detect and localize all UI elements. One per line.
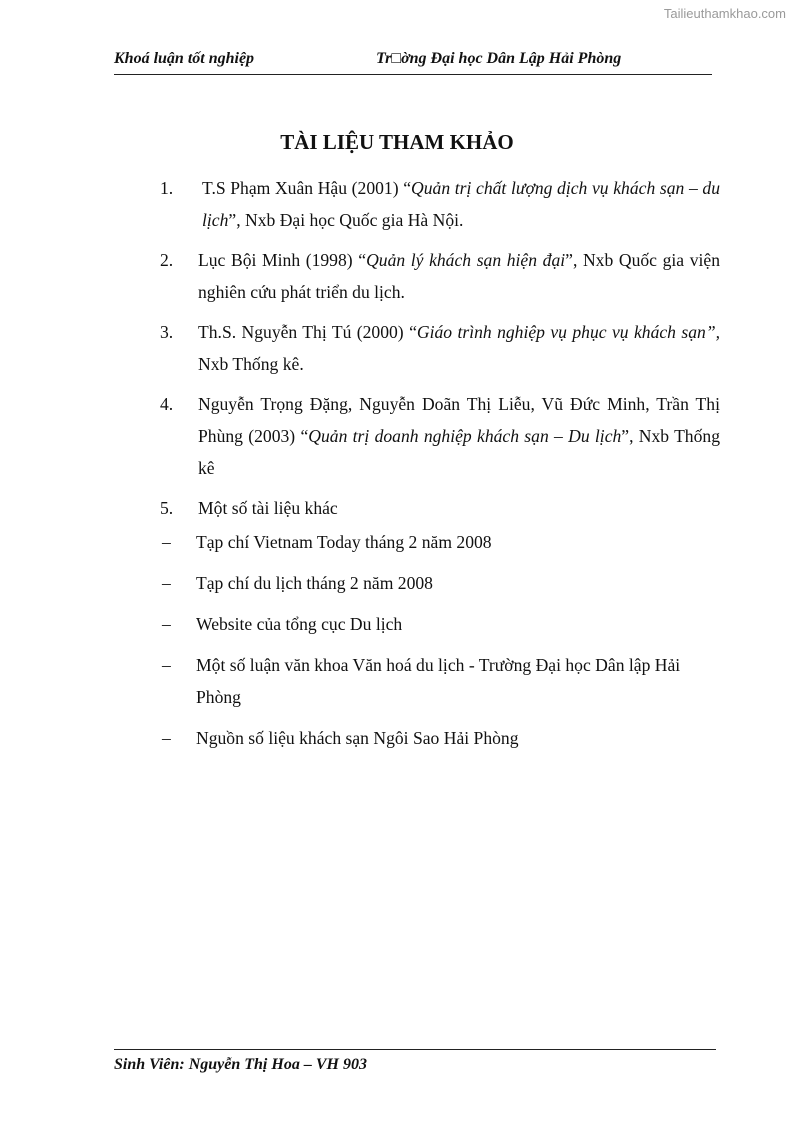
bullet-dash: – — [162, 573, 171, 593]
other-source-text: Website của tổng cục Du lịch — [196, 614, 403, 634]
reference-text: Một số tài liệu khác — [198, 498, 338, 518]
other-sources-list — [122, 526, 682, 763]
reference-item — [160, 388, 720, 484]
reference-title: Quản trị chất lượng dịch vụ khách sạn – du lịch — [202, 178, 720, 230]
other-source-text: Nguồn số liệu khách sạn Ngôi Sao Hải Phòng — [196, 728, 519, 748]
watermark: Tailieuthamkhao.com — [663, 6, 786, 21]
other-source-text: Một số luận văn khoa Văn hoá du lịch - Trường Đại học Dân lập Hải Phòng — [196, 655, 681, 707]
reference-list — [160, 172, 720, 771]
bullet-dash: – — [162, 532, 171, 552]
reference-number: 4. — [160, 394, 174, 414]
reference-item — [160, 244, 720, 308]
reference-text — [198, 244, 720, 308]
other-source-item — [122, 526, 682, 558]
reference-item — [160, 492, 720, 763]
page-header — [114, 50, 712, 75]
page-title: TÀI LIỆU THAM KHẢO — [280, 130, 514, 154]
reference-number: 5. — [160, 498, 174, 518]
other-source-text: Tạp chí Vietnam Today tháng 2 năm 2008 — [196, 532, 492, 552]
reference-text — [198, 172, 720, 236]
reference-title: Quản trị doanh nghiệp khách sạn – Du lịch — [308, 426, 622, 446]
bullet-dash: – — [162, 655, 171, 675]
reference-publisher: ”, Nxb Thống kê — [198, 426, 720, 478]
reference-publisher: ”, Nxb Đại học Quốc gia Hà Nội. — [228, 210, 464, 230]
reference-item — [160, 172, 720, 236]
header-left-text: Khoá luận tốt nghiệp — [114, 50, 255, 67]
other-source-item — [122, 722, 682, 754]
reference-item — [160, 316, 720, 380]
reference-publisher: Nxb Thống kê. — [198, 354, 304, 374]
reference-number: 1. — [160, 178, 174, 198]
page-footer — [114, 1049, 716, 1074]
header-right-text: Tr□ờng Đại học Dân Lập Hải Phòng — [376, 50, 622, 67]
reference-number: 3. — [160, 322, 174, 342]
other-source-item — [122, 649, 682, 713]
reference-author: Th.S. Nguyễn Thị Tú (2000) “ — [198, 322, 417, 342]
other-source-text: Tạp chí du lịch tháng 2 năm 2008 — [196, 573, 433, 593]
reference-publisher: ”, Nxb Quốc gia viện nghiên cứu phát triển du lịch. — [198, 250, 720, 302]
other-source-item — [122, 567, 682, 599]
reference-author: Lục Bội Minh (1998) “ — [198, 250, 367, 270]
reference-title: Giáo trình nghiệp vụ phục vụ khách sạn”, — [416, 322, 720, 342]
reference-text — [198, 316, 720, 380]
reference-number: 2. — [160, 250, 174, 270]
reference-title: Quản lý khách sạn hiện đại — [366, 250, 566, 270]
reference-text — [198, 388, 720, 484]
bullet-dash: – — [162, 614, 171, 634]
footer-student-name: Sinh Viên: Nguyễn Thị Hoa – VH 903 — [114, 1056, 367, 1073]
reference-author: Nguyễn Trọng Đặng, Nguyễn Doãn Thị Liễu, Vũ Đức Minh, Trần Thị Phùng (2003) “ — [198, 394, 720, 446]
bullet-dash: – — [162, 728, 171, 748]
other-source-item — [122, 608, 682, 640]
reference-author: T.S Phạm Xuân Hậu (2001) “ — [202, 178, 412, 198]
